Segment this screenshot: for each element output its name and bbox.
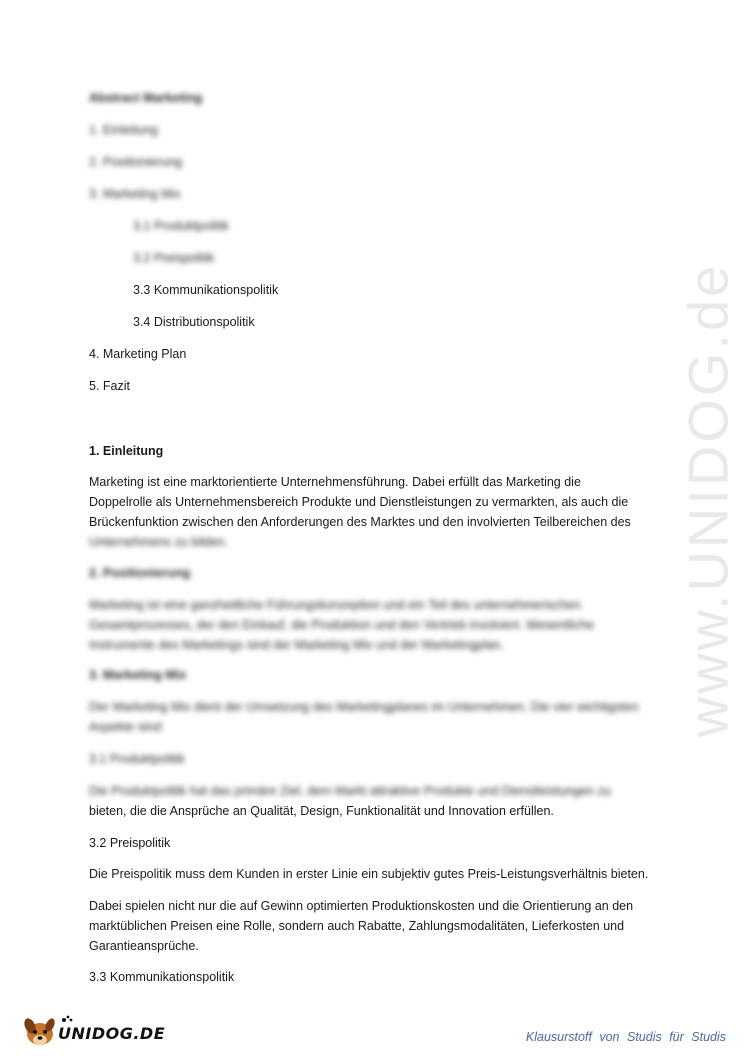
text-line: bieten, die die Ansprüche an Qualität, Design, Funktionalität und Innovation erfüllen.	[89, 804, 554, 818]
toc-item-marketing-mix: 3. Marketing Mix	[89, 187, 181, 201]
text-line: Unternehmens zu bilden.	[89, 535, 228, 549]
section-heading-einleitung: 1. Einleitung	[89, 444, 164, 458]
text-line: marktüblichen Preisen eine Rolle, sondern auch Rabatte, Zahlungsmodalitäten, Lieferkosten und	[89, 919, 625, 933]
text-line: Brückenfunktion zwischen den Anforderungen des Marktes und den involvierten Teilbereichen des	[89, 515, 631, 529]
text-line: Marketing ist eine marktorientierte Unternehmensführung. Dabei erfüllt das Marketing die	[89, 475, 581, 489]
toc-item-fazit: 5. Fazit	[89, 379, 130, 393]
text-line: Garantieansprüche.	[89, 939, 199, 953]
toc-item-einleitung: 1. Einleitung	[89, 123, 158, 137]
section-heading-kommunikationspolitik: 3.3 Kommunikationspolitik	[89, 970, 235, 984]
toc-item-distributionspolitik: 3.4 Distributionspolitik	[133, 315, 255, 329]
text-line: Die Produktpolitik hat das primäre Ziel, dem Markt attraktive Produkte und Dienstleistungen zu	[89, 784, 611, 798]
paragraph-preispolitik-2	[89, 896, 659, 956]
section-heading-marketing-mix: 3. Marketing Mix	[89, 668, 187, 682]
text-line: Gesamtprozesses, der den Einkauf, die Produktion und den Vertrieb involviert. Wesentliche	[89, 618, 594, 632]
footer-tagline: Klausurstoff von Studis für Studis	[525, 1030, 726, 1044]
paragraph-preispolitik-1: Die Preispolitik muss dem Kunden in erster Linie ein subjektiv gutes Preis-Leistungsverhältnis bieten.	[89, 867, 649, 881]
section-heading-positionierung: 2. Positionierung	[89, 566, 191, 580]
toc-item-kommunikationspolitik: 3.3 Kommunikationspolitik	[133, 283, 279, 297]
toc-item-preispolitik: 3.2 Preispolitik	[133, 251, 215, 265]
toc-item-marketing-plan: 4. Marketing Plan	[89, 347, 187, 361]
paragraph-produktpolitik	[89, 781, 659, 821]
toc-item-produktpolitik: 3.1 Produktpolitik	[133, 219, 229, 233]
logo-text: UNIDOG.DE	[58, 1024, 166, 1043]
toc-item-positionierung: 2. Positionierung	[89, 155, 183, 169]
section-heading-produktpolitik: 3.1 Produktpolitik	[89, 752, 185, 766]
paragraph-einleitung	[89, 472, 659, 552]
text-line: Doppelrolle als Unternehmensbereich Produkte und Dienstleistungen zu vermarkten, als auch die	[89, 495, 629, 509]
text-line: Der Marketing Mix dient der Umsetzung des Marketingplanes im Unternehmen. Die vier wichtigsten	[89, 700, 639, 714]
section-heading-preispolitik: 3.2 Preispolitik	[89, 836, 171, 850]
paragraph-marketing-mix	[89, 697, 659, 737]
paragraph-positionierung	[89, 595, 659, 655]
text-line: Aspekte sind:	[89, 720, 165, 734]
text-line: Marketing ist eine ganzheitliche Führungskonzeption und ein Teil des unternehmerischen	[89, 598, 581, 612]
text-line: Instrumente des Marketings sind der Marketing Mix und der Marketingplan.	[89, 638, 504, 652]
text-line: Dabei spielen nicht nur die auf Gewinn optimierten Produktionskosten und die Orientierung an den	[89, 899, 634, 913]
toc-title: Abstract Marketing	[89, 91, 203, 105]
watermark: www.UNIDOG.de	[676, 262, 740, 738]
